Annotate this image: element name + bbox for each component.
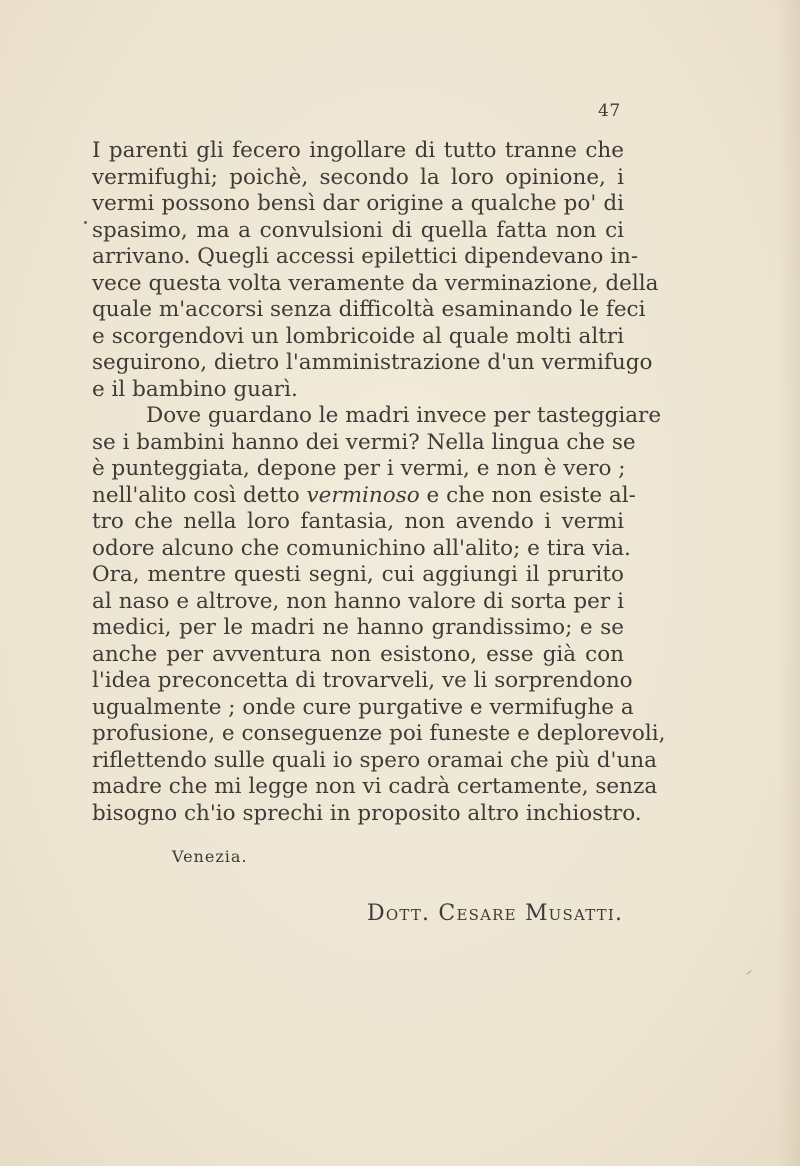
text-line: spasimo, ma a convulsioni di quella fatta non ci	[92, 217, 624, 243]
text-line: tro che nella loro fantasia, non avendo i vermi	[92, 509, 624, 534]
text-line: quale m'accorsi senza difficoltà esaminando le feci	[92, 297, 646, 322]
text-line: bisogno ch'io sprechi in proposito altro inchiostro.	[92, 800, 642, 826]
text-segment: e che non esiste al-	[426, 482, 636, 508]
place-name: Venezia.	[172, 847, 248, 866]
text-line: riflettendo sulle quali io spero oramai che più d'una	[92, 747, 657, 773]
text-line: I parenti gli fecero ingollare di tutto tranne che	[92, 138, 624, 163]
text-line: è punteggiata, depone per i vermi, e non è vero ;	[92, 456, 626, 481]
page-edge-shadow	[778, 0, 800, 1166]
text-line: odore alcuno che comunichino all'alito; e tira via.	[92, 535, 631, 561]
text-line: seguirono, dietro l'amministrazione d'un vermifugo	[92, 350, 653, 375]
text-line: Ora, mentre questi segni, cui aggiungi il prurito	[92, 562, 624, 587]
text-line: Dove guardano le madri invece per tasteggiare	[146, 403, 662, 428]
text-line: se i bambini hanno dei vermi? Nella lingua che se	[92, 429, 636, 455]
text-line: madre che mi legge non vi cadrà certamente, senza	[92, 774, 658, 799]
text-line: l'idea preconcetta di trovarveli, ve li sorprendono	[92, 668, 633, 693]
paper-speck	[84, 221, 87, 224]
author-signature: Dott. Cesare Musatti.	[367, 901, 624, 926]
text-line: e il bambino guarì.	[92, 376, 298, 402]
paper-speck	[746, 970, 751, 975]
text-line: profusione, e conseguenze poi funeste e deplorevoli,	[92, 721, 666, 746]
body-text	[92, 138, 666, 827]
text-line: al naso e altrove, non hanno valore di sorta per i	[92, 588, 624, 614]
text-line: vermifughi; poichè, secondo la loro opinione, i	[92, 164, 624, 190]
text-line: vermi possono bensì dar origine a qualche po' di	[92, 191, 624, 216]
text-line: anche per avventura non esistono, esse già con	[92, 641, 624, 667]
text-line-mixed	[92, 482, 636, 510]
text-line: vece questa volta veramente da verminazione, della	[92, 270, 659, 296]
text-segment: nell'alito così detto	[92, 482, 300, 508]
text-line: arrivano. Quegli accessi epilettici dipendevano in-	[92, 244, 639, 269]
text-line: e scorgendovi un lombricoide al quale molti altri	[92, 323, 624, 349]
text-line: medici, per le madri ne hanno grandissimo; e se	[92, 615, 624, 640]
text-line: ugualmente ; onde cure purgative e vermifughe a	[92, 694, 634, 720]
italic-term: verminoso	[306, 482, 420, 508]
page-number: 47	[598, 101, 621, 121]
